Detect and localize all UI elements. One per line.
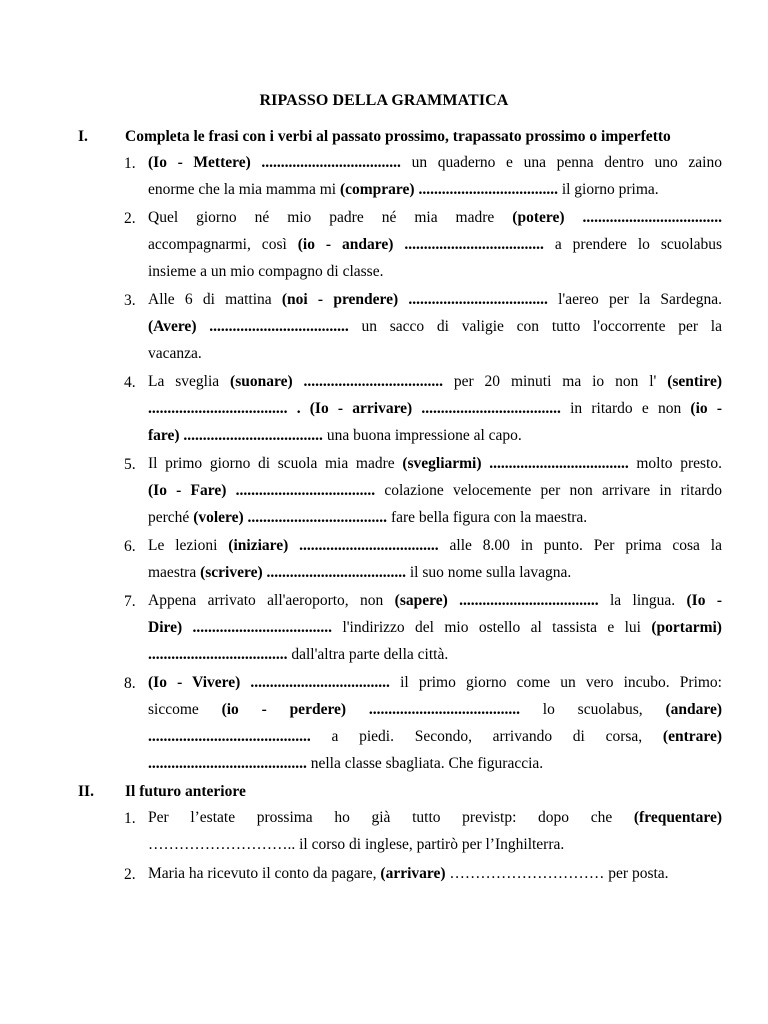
item-number: 2. (124, 866, 136, 883)
verb-prompt: (Io - (686, 592, 722, 609)
exercise-line: (Io - Fare) .................................... colazione velocemente per non arrivare in ritardo (148, 482, 722, 499)
exercise-line: Dire) .................................... l'indirizzo del mio ostello al tassista e lui (portarmi) (148, 619, 722, 636)
verb-prompt: (sapere) .................................... (394, 592, 599, 609)
verb-prompt: (iniziare) .................................... (228, 537, 439, 554)
item-number: 7. (124, 593, 136, 610)
exercise-line: (Io - Mettere) .................................... un quaderno e una penna dentro uno zaino (148, 154, 722, 171)
exercise-line: perché (volere) .................................... fare bella figura con la maestra. (148, 509, 588, 526)
verb-prompt: (svegliarmi) .................................... (402, 455, 629, 472)
verb-prompt: (entrare) (662, 728, 722, 745)
item-number: 1. (124, 810, 136, 827)
exercise-line: Appena arrivato all'aeroporto, non (sapere) .................................... la lingua. (Io - (148, 592, 722, 609)
verb-prompt: .................................... . (Io - arrivare) .................................... (148, 400, 561, 417)
section-heading: Il futuro anteriore (125, 783, 246, 800)
verb-prompt: (io - (690, 400, 722, 417)
verb-prompt: (Io - Mettere) .................................... (148, 154, 401, 171)
section-number: II. (78, 783, 94, 800)
exercise-line: siccome (io - perdere) ....................................... lo scuolabus, (andare) (148, 701, 722, 718)
verb-prompt: (scrivere) .................................... (200, 564, 406, 581)
exercise-line: La sveglia (suonare) .................................... per 20 minuti ma io non l' (sentire) (148, 373, 722, 390)
verb-prompt: (arrivare) (380, 865, 446, 882)
verb-prompt: .................................... (148, 646, 288, 663)
item-number: 4. (124, 374, 136, 391)
verb-prompt: (volere) .................................... (193, 509, 388, 526)
verb-prompt: .......................................... (148, 728, 311, 745)
item-number: 2. (124, 210, 136, 227)
exercise-line: fare) .................................... una buona impressione al capo. (148, 427, 522, 444)
item-number: 5. (124, 456, 136, 473)
item-number: 8. (124, 675, 136, 692)
item-number: 3. (124, 292, 136, 309)
item-number: 1. (124, 155, 136, 172)
exercise-line: insieme a un mio compagno di classe. (148, 263, 384, 280)
verb-prompt: (potere) .................................... (512, 209, 722, 226)
exercise-line: vacanza. (148, 345, 202, 362)
verb-prompt: (noi - prendere) .................................... (281, 291, 548, 308)
verb-prompt: (sentire) (667, 373, 722, 390)
item-number: 6. (124, 538, 136, 555)
verb-prompt: (Avere) .................................... (148, 318, 349, 335)
verb-prompt: (frequentare) (633, 809, 722, 826)
exercise-line: Maria ha ricevuto il conto da pagare, (arrivare) ………………………… per posta. (148, 865, 669, 882)
verb-prompt: (andare) (665, 701, 722, 718)
exercise-line: Alle 6 di mattina (noi - prendere) .................................... l'aereo per la Sardegna. (148, 291, 722, 308)
verb-prompt: fare) .................................... (148, 427, 323, 444)
verb-prompt: (comprare) .................................... (339, 181, 558, 198)
verb-prompt: (portarmi) (651, 619, 722, 636)
exercise-line: Quel giorno né mio padre né mia madre (potere) .................................... (148, 209, 722, 226)
verb-prompt: (Io - Fare) .................................... (148, 482, 376, 499)
exercise-line: Il primo giorno di scuola mia madre (svegliarmi) .................................... molto presto. (148, 455, 722, 472)
verb-prompt: (io - andare) .................................... (297, 236, 544, 253)
verb-prompt: ......................................... (148, 755, 307, 772)
exercise-line: enorme che la mia mamma mi (comprare) .................................... il giorno prima. (148, 181, 659, 198)
exercise-line: Per l’estate prossima ho già tutto previstp: dopo che (frequentare) (148, 809, 722, 826)
verb-prompt: (suonare) .................................... (230, 373, 443, 390)
verb-prompt: (io - perdere) ....................................... (221, 701, 521, 718)
section-heading: Completa le frasi con i verbi al passato prossimo, trapassato prossimo o imperfetto (125, 128, 671, 145)
exercise-line: ......................................... nella classe sbagliata. Che figuraccia. (148, 755, 544, 772)
verb-prompt: (Io - Vivere) .................................... (148, 674, 390, 691)
exercise-line: (Io - Vivere) .................................... il primo giorno come un vero incubo. Primo: (148, 674, 722, 691)
exercise-line: (Avere) .................................... un sacco di valigie con tutto l'occorrente per la (148, 318, 722, 335)
exercise-line: .......................................... a piedi. Secondo, arrivando di corsa, (entrare) (148, 728, 722, 745)
exercise-line: maestra (scrivere) .................................... il suo nome sulla lavagna. (148, 564, 572, 581)
exercise-line: accompagnarmi, così (io - andare) .................................... a prendere lo scuolabus (148, 236, 722, 253)
exercise-line: .................................... dall'altra parte della città. (148, 646, 449, 663)
exercise-line: .................................... . (Io - arrivare) .................................... in ritardo e non (io - (148, 400, 722, 417)
section-number: I. (78, 128, 88, 145)
exercise-line: Le lezioni (iniziare) .................................... alle 8.00 in punto. Per prima cosa la (148, 537, 722, 554)
exercise-line: ……………………….. il corso di inglese, partirò per l’Inghilterra. (148, 836, 565, 853)
verb-prompt: Dire) .................................... (148, 619, 333, 636)
page-title: RIPASSO DELLA GRAMMATICA (259, 92, 509, 109)
